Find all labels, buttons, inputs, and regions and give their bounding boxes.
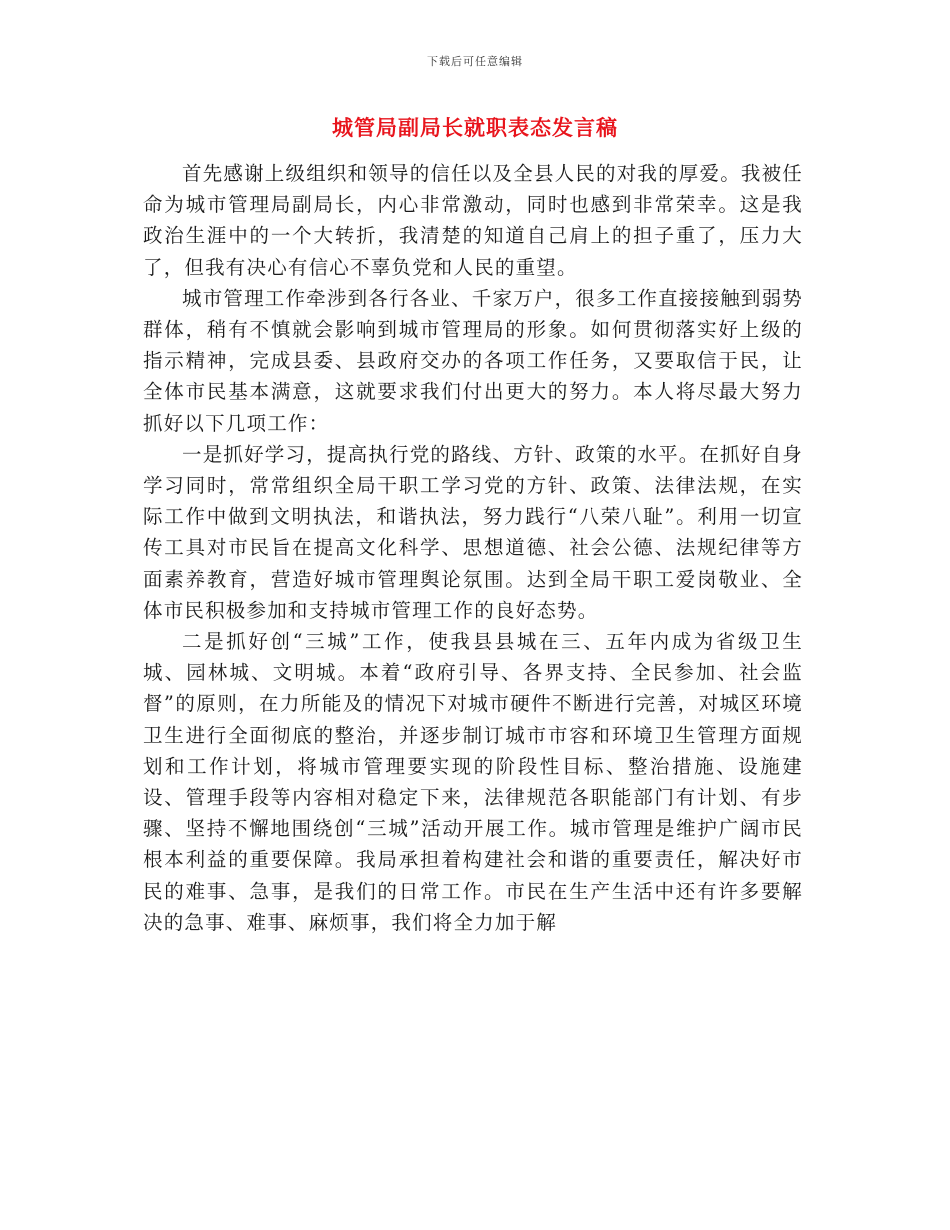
paragraph-3: 一是抓好学习，提高执行党的路线、方针、政策的水平。在抓好自身学习同时，常常组织全局干职工学习党的方针、政策、法律法规，在实际工作中做到文明执法，和谐执法，努力践行“八荣八耻”。利用一切宣传工具对市民旨在提高文化科学、思想道德、社会公德、法规纪律等方面素养教育，营造好城市管理舆论氛围。达到全局干职工爱岗敬业、全体市民积极参加和支持城市管理工作的良好态势。 <box>143 442 804 622</box>
header-note: 下载后可任意编辑 <box>427 55 523 68</box>
document-title: 城管局副局长就职表态发言稿 <box>332 116 618 140</box>
paragraph-4: 二是抓好创“三城”工作，使我县县城在三、五年内成为省级卫生城、园林城、文明城。本着“政府引导、各界支持、全民参加、社会监督”的原则，在力所能及的情况下对城市硬件不断进行完善，对城区环境卫生进行全面彻底的整治，并逐步制订城市市容和环境卫生管理方面规划和工作计划，将城市管理要实现的阶段性目标、整治措施、设施建设、管理手段等内容相对稳定下来，法律规范各职能部门有计划、有步骤、坚持不懈地围绕创“三城”活动开展工作。城市管理是维护广阔市民根本利益的重要保障。我局承担着构建社会和谐的重要责任，解决好市民的难事、急事，是我们的日常工作。市民在生产生活中还有许多要解决的急事、难事、麻烦事，我们将全力加于解 <box>143 630 803 934</box>
paragraph-1: 首先感谢上级组织和领导的信任以及全县人民的对我的厚爱。我被任命为城市管理局副局长，内心非常激动，同时也感到非常荣幸。这是我政治生涯中的一个大转折，我清楚的知道自己肩上的担子重了，压力大了，但我有决心有信心不辜负党和人民的重望。 <box>143 162 804 279</box>
document-body <box>143 158 803 938</box>
paragraph-2: 城市管理工作牵涉到各行各业、千家万户，很多工作直接接触到弱势群体，稍有不慎就会影响到城市管理局的形象。如何贯彻落实好上级的指示精神，完成县委、县政府交办的各项工作任务，又要取信于民，让全体市民基本满意，这就要求我们付出更大的努力。本人将尽最大努力抓好以下几项工作： <box>143 286 804 435</box>
